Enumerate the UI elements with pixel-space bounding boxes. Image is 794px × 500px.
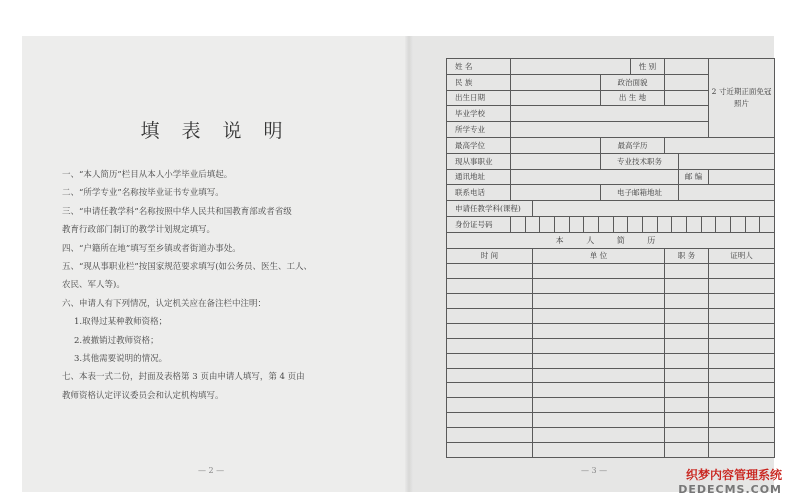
id-digit-cell[interactable]: [583, 217, 598, 232]
instruction-line: 五、“现从事职业栏”按国家规范要求填写(如公务员、医生、工人、: [62, 262, 313, 273]
resume-unit-cell[interactable]: [533, 264, 665, 279]
resume-row: [447, 353, 775, 368]
birth-date-label: 出生日期: [447, 90, 511, 106]
highest-education-field[interactable]: [665, 137, 775, 153]
resume-row: [447, 398, 775, 413]
birthplace-label: 出 生 地: [601, 90, 665, 106]
resume-time-cell[interactable]: [447, 428, 533, 443]
id-digit-cell[interactable]: [554, 217, 569, 232]
resume-witness-cell[interactable]: [709, 294, 775, 309]
instruction-line: 四、“户籍所在地”填写至乡镇或者街道办事处。: [62, 243, 241, 254]
id-digit-cell[interactable]: [511, 217, 525, 232]
resume-time-cell[interactable]: [447, 443, 533, 458]
highest-education-label: 最高学历: [601, 137, 665, 153]
watermark: [678, 466, 782, 496]
instruction-line: 1.取得过某种教师资格；: [74, 317, 168, 328]
resume-col-unit: 单 位: [533, 248, 665, 264]
resume-position-cell[interactable]: [665, 398, 709, 413]
phone-field[interactable]: [511, 185, 601, 201]
graduated-school-label: 毕业学校: [447, 106, 511, 122]
instruction-line: 七、本表一式二份，封面及表格第 3 页由申请人填写，第 4 页由: [62, 372, 305, 383]
watermark-title: 织梦内容管理系统: [685, 468, 782, 482]
id-digit-cell[interactable]: [701, 217, 716, 232]
id-digit-cell[interactable]: [613, 217, 628, 232]
current-occupation-field[interactable]: [511, 153, 601, 169]
instruction-line: 六、申请人有下列情况，认定机关应在备注栏中注明：: [62, 298, 267, 309]
birthplace-field[interactable]: [665, 90, 709, 106]
application-form: [446, 58, 775, 458]
resume-witness-cell[interactable]: [709, 428, 775, 443]
instruction-line: 教育行政部门制订的教学计划规定填写。: [62, 225, 216, 236]
resume-witness-cell[interactable]: [709, 383, 775, 398]
resume-position-cell[interactable]: [665, 323, 709, 338]
political-status-field[interactable]: [665, 74, 709, 90]
email-label: 电子邮箱地址: [601, 185, 679, 201]
resume-time-cell[interactable]: [447, 338, 533, 353]
resume-position-cell[interactable]: [665, 383, 709, 398]
address-field[interactable]: [511, 169, 679, 185]
gender-label: 性 别: [631, 59, 665, 75]
resume-unit-cell[interactable]: [533, 279, 665, 294]
instruction-line: 2.被撤销过教师资格；: [74, 335, 159, 346]
name-field[interactable]: [511, 59, 631, 75]
resume-witness-cell[interactable]: [709, 398, 775, 413]
resume-witness-cell[interactable]: [709, 279, 775, 294]
ethnicity-label: 民 族: [447, 74, 511, 90]
id-digit-cell[interactable]: [745, 217, 760, 232]
instruction-line: 二、“所学专业”名称按毕业证书专业填写。: [62, 188, 224, 199]
id-number-label: 身份证号码: [447, 216, 511, 232]
resume-row: [447, 428, 775, 443]
graduated-school-field[interactable]: [511, 106, 709, 122]
resume-unit-cell[interactable]: [533, 398, 665, 413]
major-field[interactable]: [511, 122, 709, 138]
id-digit-cell[interactable]: [598, 217, 613, 232]
resume-row: [447, 368, 775, 383]
resume-col-witness: 证明人: [709, 248, 775, 264]
phone-label: 联系电话: [447, 185, 511, 201]
instruction-line: 3.其他需要说明的情况。: [74, 354, 168, 365]
id-digit-cell[interactable]: [671, 217, 686, 232]
page-number-right: — 3 —: [581, 466, 608, 475]
resume-witness-cell[interactable]: [709, 368, 775, 383]
id-digit-cell[interactable]: [627, 217, 642, 232]
resume-time-cell[interactable]: [447, 323, 533, 338]
teaching-subject-label: 申请任教学科(课程): [447, 201, 533, 217]
resume-row: [447, 309, 775, 324]
photo-box: [709, 59, 775, 138]
resume-position-cell[interactable]: [665, 279, 709, 294]
page-number-left: — 2 —: [198, 466, 225, 475]
highest-degree-label: 最高学位: [447, 137, 511, 153]
resume-row: [447, 323, 775, 338]
resume-time-cell[interactable]: [447, 398, 533, 413]
resume-row: [447, 279, 775, 294]
resume-witness-cell[interactable]: [709, 264, 775, 279]
resume-time-cell[interactable]: [447, 383, 533, 398]
resume-position-cell[interactable]: [665, 368, 709, 383]
resume-witness-cell[interactable]: [709, 353, 775, 368]
teaching-subject-field[interactable]: [533, 201, 775, 217]
political-status-label: 政治面貌: [601, 74, 665, 90]
resume-time-cell[interactable]: [447, 279, 533, 294]
professional-title-field[interactable]: [679, 153, 775, 169]
resume-row: [447, 338, 775, 353]
resume-row: [447, 264, 775, 279]
resume-row: [447, 383, 775, 398]
resume-time-cell[interactable]: [447, 368, 533, 383]
postcode-field[interactable]: [709, 169, 775, 185]
id-digit-cell[interactable]: [759, 217, 774, 232]
photo-note: 2 寸近期正面免冠照片: [711, 86, 772, 108]
watermark-domain: DEDECMS.COM: [678, 483, 782, 496]
resume-time-cell[interactable]: [447, 294, 533, 309]
highest-degree-field[interactable]: [511, 137, 601, 153]
id-digit-cell[interactable]: [686, 217, 701, 232]
instruction-line: 教师资格认定评议委员会和认定机构填写。: [62, 390, 224, 401]
resume-col-position: 职 务: [665, 248, 709, 264]
resume-witness-cell[interactable]: [709, 413, 775, 428]
ethnicity-field[interactable]: [511, 74, 601, 90]
resume-witness-cell[interactable]: [709, 443, 775, 458]
page-title: 填 表 说 明: [140, 120, 291, 142]
gender-field[interactable]: [665, 59, 709, 75]
resume-witness-cell[interactable]: [709, 309, 775, 324]
resume-position-cell[interactable]: [665, 443, 709, 458]
resume-unit-cell[interactable]: [533, 413, 665, 428]
resume-position-cell[interactable]: [665, 413, 709, 428]
resume-time-cell[interactable]: [447, 264, 533, 279]
resume-unit-cell[interactable]: [533, 368, 665, 383]
resume-row: [447, 443, 775, 458]
resume-time-cell[interactable]: [447, 353, 533, 368]
instructions-list: [62, 166, 397, 405]
id-digit-cell[interactable]: [569, 217, 584, 232]
resume-witness-cell[interactable]: [709, 323, 775, 338]
resume-position-cell[interactable]: [665, 353, 709, 368]
resume-position-cell[interactable]: [665, 428, 709, 443]
address-label: 通讯地址: [447, 169, 511, 185]
id-digit-cell[interactable]: [539, 217, 554, 232]
resume-unit-cell[interactable]: [533, 353, 665, 368]
professional-title-label: 专业技术职务: [601, 153, 679, 169]
resume-unit-cell[interactable]: [533, 323, 665, 338]
resume-time-cell[interactable]: [447, 413, 533, 428]
resume-unit-cell[interactable]: [533, 338, 665, 353]
id-digit-cell[interactable]: [715, 217, 730, 232]
id-digit-cell[interactable]: [642, 217, 657, 232]
page-fold: [405, 36, 413, 492]
left-page: [22, 36, 409, 492]
id-number-field[interactable]: [511, 216, 775, 232]
instruction-line: 一、“本人简历”栏目从本人小学毕业后填起。: [62, 170, 233, 180]
resume-witness-cell[interactable]: [709, 338, 775, 353]
resume-time-cell[interactable]: [447, 309, 533, 324]
resume-unit-cell[interactable]: [533, 428, 665, 443]
email-field[interactable]: [679, 185, 775, 201]
id-digit-cell[interactable]: [657, 217, 672, 232]
resume-position-cell[interactable]: [665, 264, 709, 279]
id-digit-cell[interactable]: [525, 217, 540, 232]
resume-unit-cell[interactable]: [533, 294, 665, 309]
id-digit-cell[interactable]: [730, 217, 745, 232]
resume-row: [447, 294, 775, 309]
instruction-line: 三、“申请任教学科”名称按照中华人民共和国教育部或者省级: [62, 206, 292, 217]
major-label: 所学专业: [447, 122, 511, 138]
current-occupation-label: 现从事职业: [447, 153, 511, 169]
resume-position-cell[interactable]: [665, 338, 709, 353]
resume-col-time: 时 间: [447, 248, 533, 264]
resume-row: [447, 413, 775, 428]
resume-unit-cell[interactable]: [533, 383, 665, 398]
postcode-label: 邮 编: [679, 169, 709, 185]
resume-unit-cell[interactable]: [533, 443, 665, 458]
document-spread: [22, 36, 774, 492]
instruction-line: 农民、军人等)。: [62, 280, 125, 291]
resume-position-cell[interactable]: [665, 294, 709, 309]
birth-date-field[interactable]: [511, 90, 601, 106]
resume-unit-cell[interactable]: [533, 309, 665, 324]
resume-title: 本 人 简 历: [447, 232, 775, 248]
name-label: 姓 名: [447, 59, 511, 75]
resume-position-cell[interactable]: [665, 309, 709, 324]
